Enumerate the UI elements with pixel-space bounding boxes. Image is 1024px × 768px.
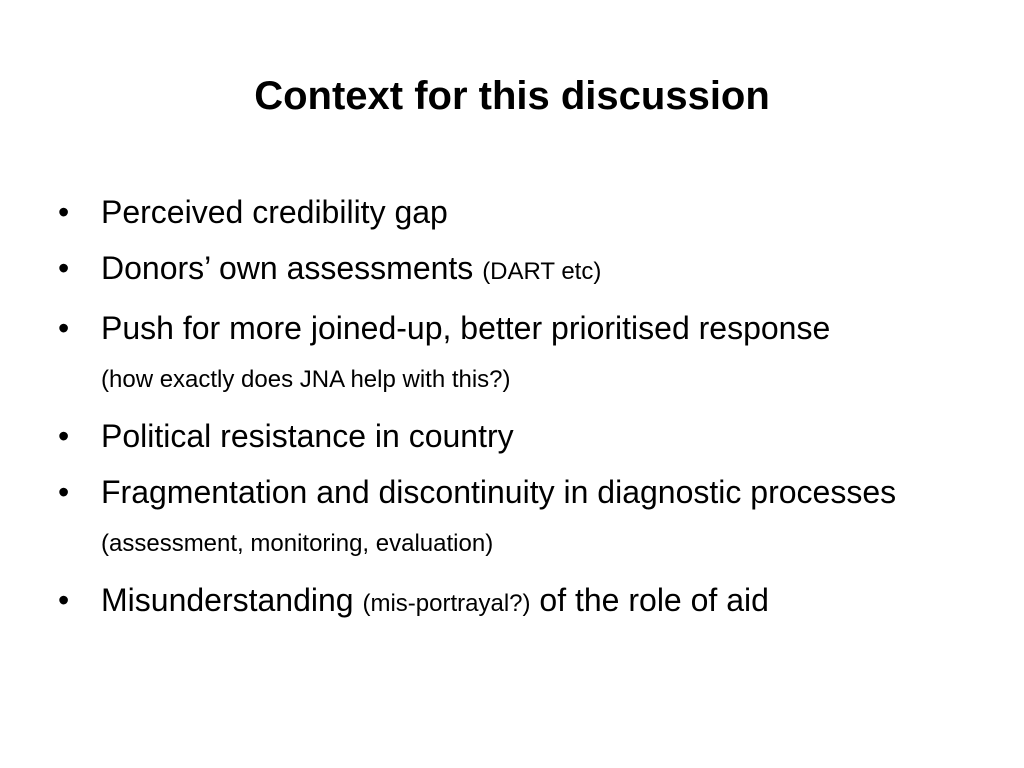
list-item bbox=[58, 412, 988, 460]
list-item bbox=[58, 244, 988, 296]
item-note: (how exactly does JNA help with this?) bbox=[101, 366, 511, 393]
bullet-icon: • bbox=[58, 194, 70, 230]
bullet-icon: • bbox=[58, 250, 70, 286]
list-item bbox=[58, 188, 988, 236]
bullet-list bbox=[58, 188, 988, 636]
bullet-icon: • bbox=[58, 582, 70, 618]
bullet-icon: • bbox=[58, 418, 70, 454]
bullet-icon: • bbox=[58, 474, 70, 510]
item-note: (mis-portrayal?) bbox=[362, 590, 531, 617]
item-text: Fragmentation and discontinuity in diagnostic processes bbox=[101, 474, 897, 510]
list-item bbox=[58, 304, 881, 404]
item-text: Perceived credibility gap bbox=[101, 194, 448, 230]
slide-title: Context for this discussion bbox=[254, 74, 770, 118]
item-text: Political resistance in country bbox=[101, 418, 514, 454]
bullet-icon: • bbox=[58, 310, 70, 346]
list-item bbox=[58, 576, 988, 628]
item-text-after: of the role of aid bbox=[530, 582, 769, 618]
list-item bbox=[58, 468, 951, 568]
item-text: Donors’ own assessments bbox=[101, 250, 483, 286]
item-text: Push for more joined-up, better prioritised response bbox=[101, 310, 831, 346]
item-note: (assessment, monitoring, evaluation) bbox=[101, 530, 494, 557]
item-text: Misunderstanding bbox=[101, 582, 363, 618]
item-note: (DART etc) bbox=[482, 258, 602, 285]
